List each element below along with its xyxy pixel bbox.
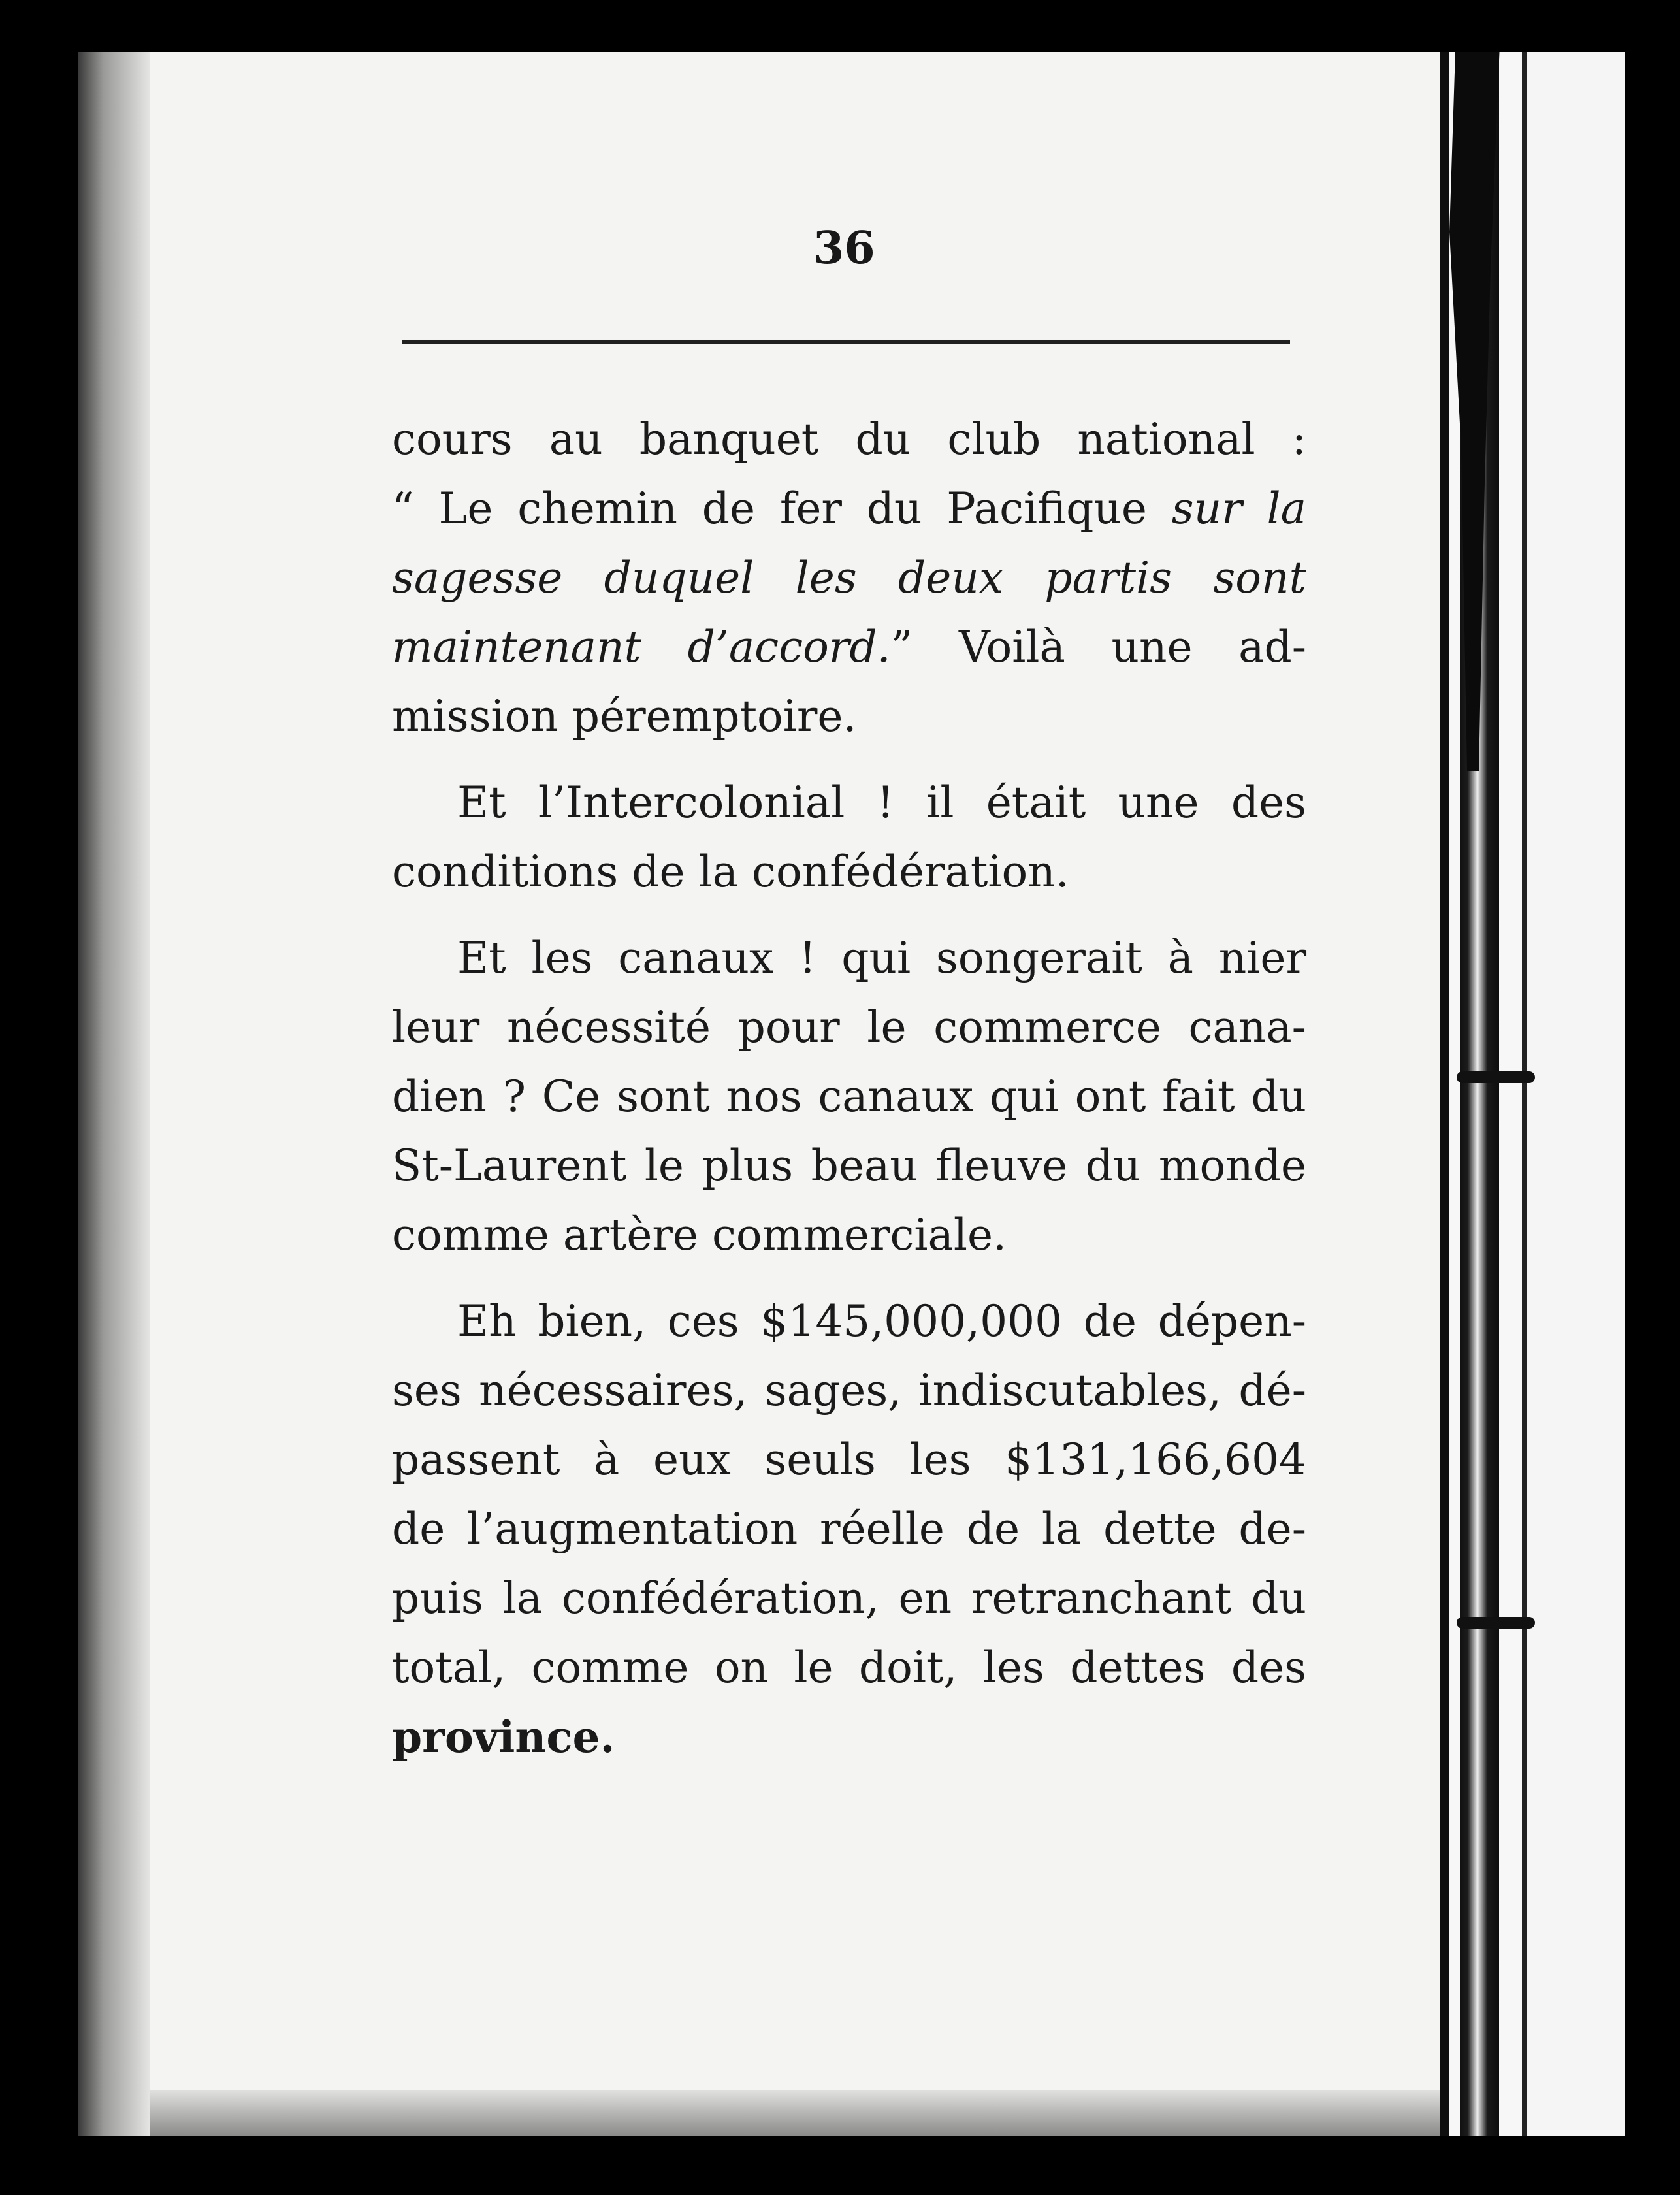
text-run: Eh bien, ces $145,000,000 de dépen- xyxy=(457,1296,1306,1346)
binding-stitch xyxy=(1457,1617,1535,1629)
page-left-edge xyxy=(78,52,150,2136)
text-run: ” Voilà une ad- xyxy=(890,622,1306,672)
text-line xyxy=(392,1287,1306,1356)
page-number: 36 xyxy=(813,222,875,274)
text-line xyxy=(392,1495,1306,1564)
text-run: mission péremptoire. xyxy=(392,691,857,741)
text-run: conditions de la confédération. xyxy=(392,847,1069,897)
text-line xyxy=(392,1062,1306,1131)
text-run: province. xyxy=(392,1712,615,1763)
paragraph xyxy=(392,405,1306,751)
text-run: St-Laurent le plus beau fleuve du monde xyxy=(392,1141,1306,1191)
text-run: dien ? Ce sont nos canaux qui ont fait du xyxy=(392,1071,1306,1122)
paragraph xyxy=(392,768,1306,907)
text-line xyxy=(392,924,1306,993)
header-rule xyxy=(402,340,1290,344)
text-run: cours au banquet du club national : xyxy=(392,414,1306,464)
text-line xyxy=(392,1131,1306,1201)
adjacent-page-strip xyxy=(1522,52,1625,2136)
text-line xyxy=(392,993,1306,1062)
body-text xyxy=(392,405,1306,1789)
text-run: sur la xyxy=(1171,483,1306,534)
text-run: Et l’Intercolonial ! il était une des xyxy=(457,777,1306,828)
paragraph xyxy=(392,1287,1306,1772)
text-run: ses nécessaires, sages, indiscutables, dé- xyxy=(392,1365,1306,1416)
binding-stitch xyxy=(1457,1071,1535,1083)
text-line xyxy=(392,682,1306,751)
paragraph xyxy=(392,924,1306,1270)
text-line xyxy=(392,768,1306,837)
text-run: de l’augmentation réelle de la dette de- xyxy=(392,1504,1306,1554)
text-run: Et les canaux ! qui songerait à nier xyxy=(457,933,1306,983)
text-run: sagesse duquel les deux partis sont xyxy=(392,553,1306,603)
text-run: total, comme on le doit, les dettes des xyxy=(392,1642,1306,1693)
text-run: maintenant d’accord. xyxy=(392,622,891,672)
text-run: comme artère commerciale. xyxy=(392,1210,1007,1260)
text-line xyxy=(392,1564,1306,1633)
text-line xyxy=(392,1702,1306,1772)
text-line xyxy=(392,544,1306,613)
text-run: puis la confédération, en retranchant du xyxy=(392,1573,1306,1623)
text-line xyxy=(392,837,1306,907)
text-line xyxy=(392,1201,1306,1270)
text-run: “ Le chemin de fer du Pacifique xyxy=(392,483,1172,534)
text-line xyxy=(392,1425,1306,1495)
text-run: passent à eux seuls les $131,166,604 xyxy=(392,1435,1306,1485)
text-line xyxy=(392,474,1306,544)
text-line xyxy=(392,613,1306,682)
text-line xyxy=(392,405,1306,474)
text-run: leur nécessité pour le commerce cana- xyxy=(392,1002,1306,1052)
text-line xyxy=(392,1356,1306,1425)
page-bottom-edge xyxy=(150,2090,1440,2136)
text-line xyxy=(392,1633,1306,1702)
